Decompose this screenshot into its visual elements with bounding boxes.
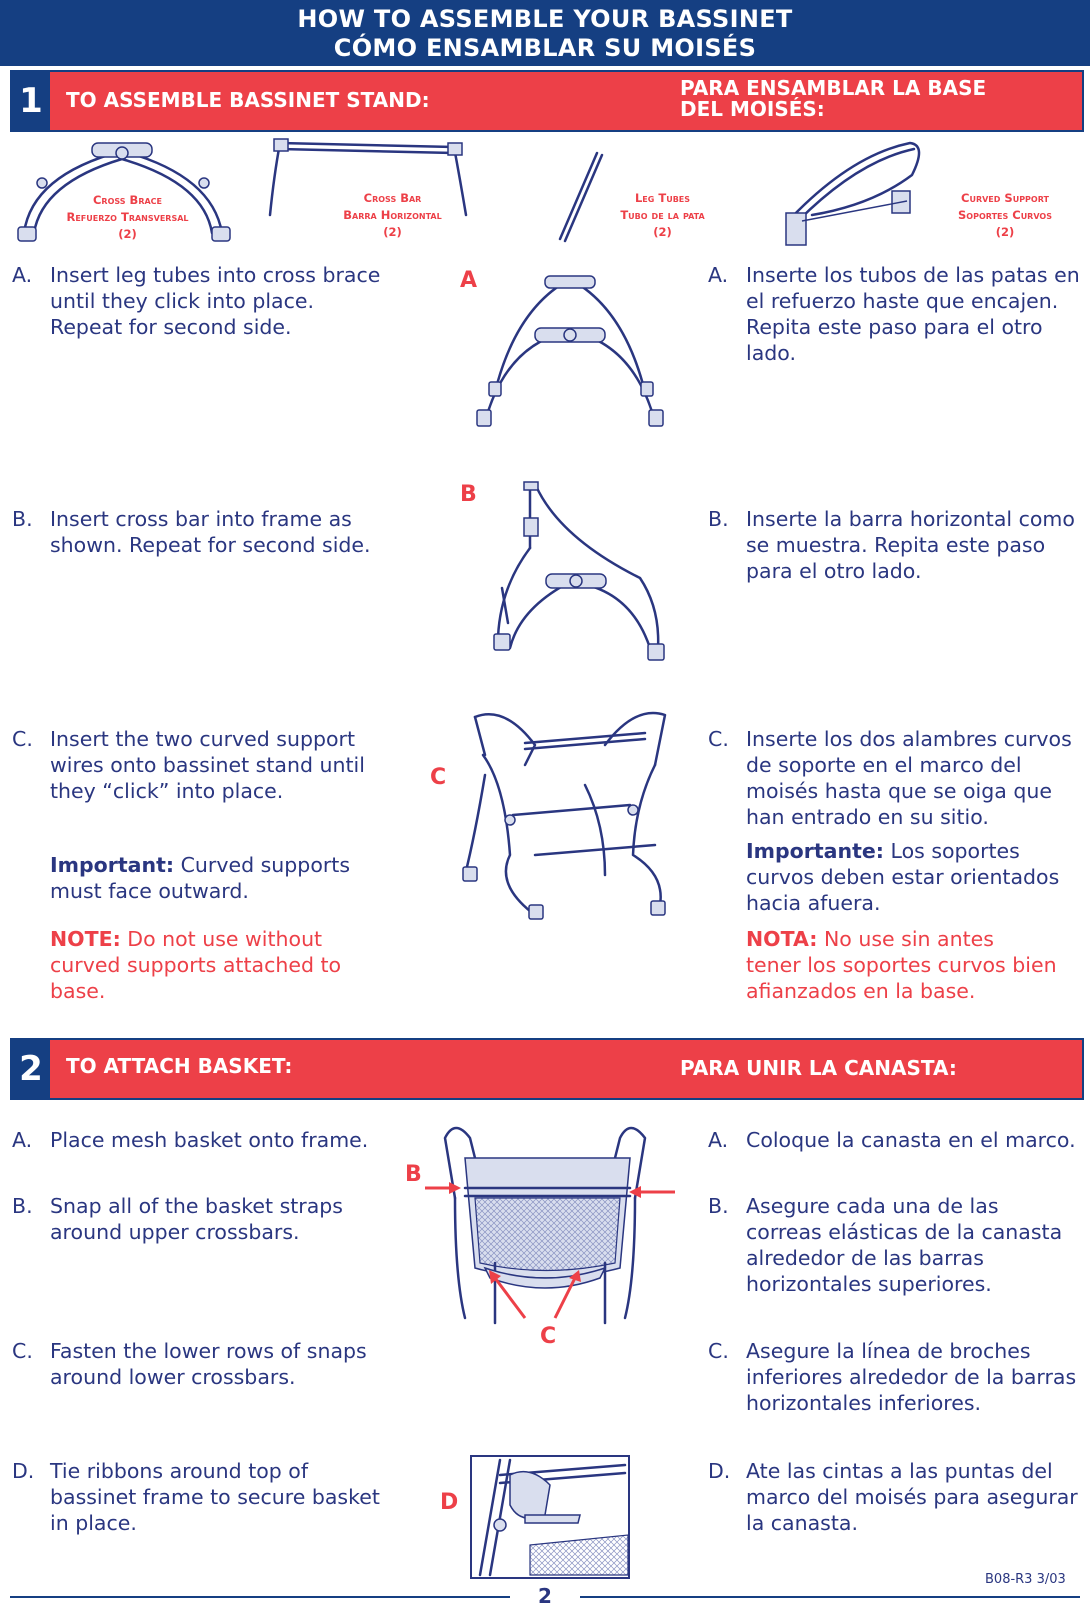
figure-b-stand-crossbar	[480, 478, 680, 668]
note-en-text: Do not use without curved supports attached to base.	[50, 927, 342, 1003]
figure-c-basket-label: C	[540, 1324, 557, 1349]
step-letter: D.	[708, 1459, 731, 1483]
part-curved-support-qty: (2)	[995, 225, 1015, 239]
part-cross-brace-label	[40, 192, 215, 243]
step-2a-en	[12, 1127, 392, 1157]
part-cross-bar-es: Barra Horizontal	[343, 208, 442, 222]
step-letter: C.	[708, 727, 729, 751]
step-2a-es	[708, 1127, 1088, 1157]
step-letter: C.	[708, 1339, 729, 1363]
step-2b-en	[12, 1193, 392, 1253]
step-letter: A.	[12, 263, 33, 287]
step-2d-en	[12, 1458, 392, 1538]
section-2-title-bar	[50, 1040, 1082, 1098]
section-1-header	[10, 70, 1084, 132]
part-cross-brace-es: Refuerzo Transversal	[66, 210, 189, 224]
part-curved-support-label	[925, 190, 1085, 241]
step-1a-es	[708, 262, 1088, 372]
section-1-number: 1	[12, 72, 50, 130]
title-english: HOW TO ASSEMBLE YOUR BASSINET	[297, 5, 793, 33]
note-en	[50, 926, 390, 1004]
figure-d-ribbon-tie	[470, 1455, 630, 1579]
important-en-label: Important:	[50, 853, 175, 877]
step-2c-es	[708, 1338, 1088, 1418]
step-letter: B.	[708, 507, 729, 531]
step-letter: C.	[12, 1339, 33, 1363]
figure-a-stand-legs	[475, 272, 675, 432]
part-curved-support-en: Curved Support	[961, 191, 1049, 205]
page-header	[0, 0, 1090, 66]
figure-b-label: B	[460, 482, 477, 507]
part-cross-brace-en: Cross Brace	[92, 193, 163, 207]
step-text: Fasten the lower rows of snaps around lower crossbars.	[50, 1339, 367, 1389]
step-text: Snap all of the basket straps around upper crossbars.	[50, 1194, 343, 1244]
section-2-number: 2	[12, 1040, 50, 1098]
step-text: Insert leg tubes into cross brace until they click into place. Repeat for second side.	[50, 263, 381, 339]
section-1-title-bar	[50, 72, 1082, 130]
step-letter: B.	[12, 1194, 33, 1218]
step-1c-en	[12, 726, 392, 806]
page-number: 2	[538, 1584, 552, 1608]
step-text: Inserte los tubos de las patas en el refuerzo haste que encajen. Repita este paso para el otro lado.	[746, 263, 1080, 365]
step-2d-es	[708, 1458, 1088, 1538]
figure-b-basket-label: B	[405, 1162, 422, 1187]
step-1a-en	[12, 262, 392, 372]
step-text: Asegure la línea de broches inferiores alrededor de la barras horizontales inferiores.	[746, 1339, 1077, 1415]
section-2-title-en: TO ATTACH BASKET:	[66, 1054, 293, 1078]
document-code: B08-R3 3/03	[985, 1572, 1066, 1587]
part-curved-support-es: Soportes Curvos	[958, 208, 1052, 222]
step-text: Insert cross bar into frame as shown. Repeat for second side.	[50, 507, 371, 557]
footer-rule-left	[10, 1596, 510, 1598]
step-1b-es	[708, 506, 1088, 586]
step-1b-en	[12, 506, 392, 566]
step-letter: A.	[12, 1128, 33, 1152]
important-en	[50, 852, 390, 904]
curved-support-illustration	[786, 143, 919, 245]
part-leg-tubes-en: Leg Tubes	[634, 191, 691, 205]
important-es	[746, 838, 1086, 916]
title-spanish: CÓMO ENSAMBLAR SU MOISÉS	[333, 34, 757, 62]
step-letter: D.	[12, 1459, 35, 1483]
important-en-text: Curved supports must face outward.	[50, 853, 351, 903]
section-2-title-es: PARA UNIR LA CANASTA:	[680, 1056, 957, 1080]
step-text: Insert the two curved support wires onto bassinet stand until they “click” into place.	[50, 727, 365, 803]
note-es-label: NOTA:	[746, 927, 818, 951]
step-letter: B.	[708, 1194, 729, 1218]
step-2b-es	[708, 1193, 1088, 1303]
step-letter: C.	[12, 727, 33, 751]
figure-a-label: A	[460, 268, 478, 293]
note-es	[746, 926, 1086, 1004]
step-text: Inserte los dos alambres curvos de soporte en el marco del moisés hasta que se oiga que han entrado en su sitio.	[746, 727, 1072, 829]
footer-rule-right	[580, 1596, 1080, 1598]
part-cross-brace-qty: (2)	[118, 227, 137, 241]
section-1-title-en: TO ASSEMBLE BASSINET STAND:	[66, 88, 430, 112]
figure-c-label: C	[430, 765, 447, 790]
step-1c-es	[708, 726, 1088, 836]
part-cross-bar-qty: (2)	[383, 225, 402, 239]
note-es-text: No use sin antes tener los soportes curvos bien afianzados en la base.	[746, 927, 1057, 1003]
step-text: Place mesh basket onto frame.	[50, 1128, 369, 1152]
step-text: Coloque la canasta en el marco.	[746, 1128, 1076, 1152]
section-1-title-es: PARA ENSAMBLAR LA BASE DEL MOISÉS:	[680, 76, 987, 121]
step-text: Inserte la barra horizontal como se muestra. Repita este paso para el otro lado.	[746, 507, 1075, 583]
note-en-label: NOTE:	[50, 927, 121, 951]
step-text: Asegure cada una de las correas elásticas de la canasta alrededor de las barras horizontales superiores.	[746, 1194, 1063, 1296]
step-text: Tie ribbons around top of bassinet frame to secure basket in place.	[50, 1459, 380, 1535]
section-2-header	[10, 1038, 1084, 1100]
part-leg-tubes-label	[580, 190, 745, 241]
important-es-text: Los soportes curvos deben estar orientados hacia afuera.	[746, 839, 1060, 915]
part-leg-tubes-es: Tubo de la pata	[620, 208, 705, 222]
figure-d-label: D	[440, 1490, 459, 1515]
figure-basket-on-frame	[425, 1118, 680, 1338]
part-cross-bar-en: Cross Bar	[363, 191, 422, 205]
step-letter: A.	[708, 263, 729, 287]
step-text: Ate las cintas a las puntas del marco del moisés para asegurar la canasta.	[746, 1459, 1078, 1535]
part-cross-bar-label	[305, 190, 480, 241]
step-letter: B.	[12, 507, 33, 531]
step-letter: A.	[708, 1128, 729, 1152]
step-2c-en	[12, 1338, 392, 1398]
figure-c-stand-supports	[455, 705, 685, 925]
important-es-label: Importante:	[746, 839, 884, 863]
part-leg-tubes-qty: (2)	[653, 225, 672, 239]
